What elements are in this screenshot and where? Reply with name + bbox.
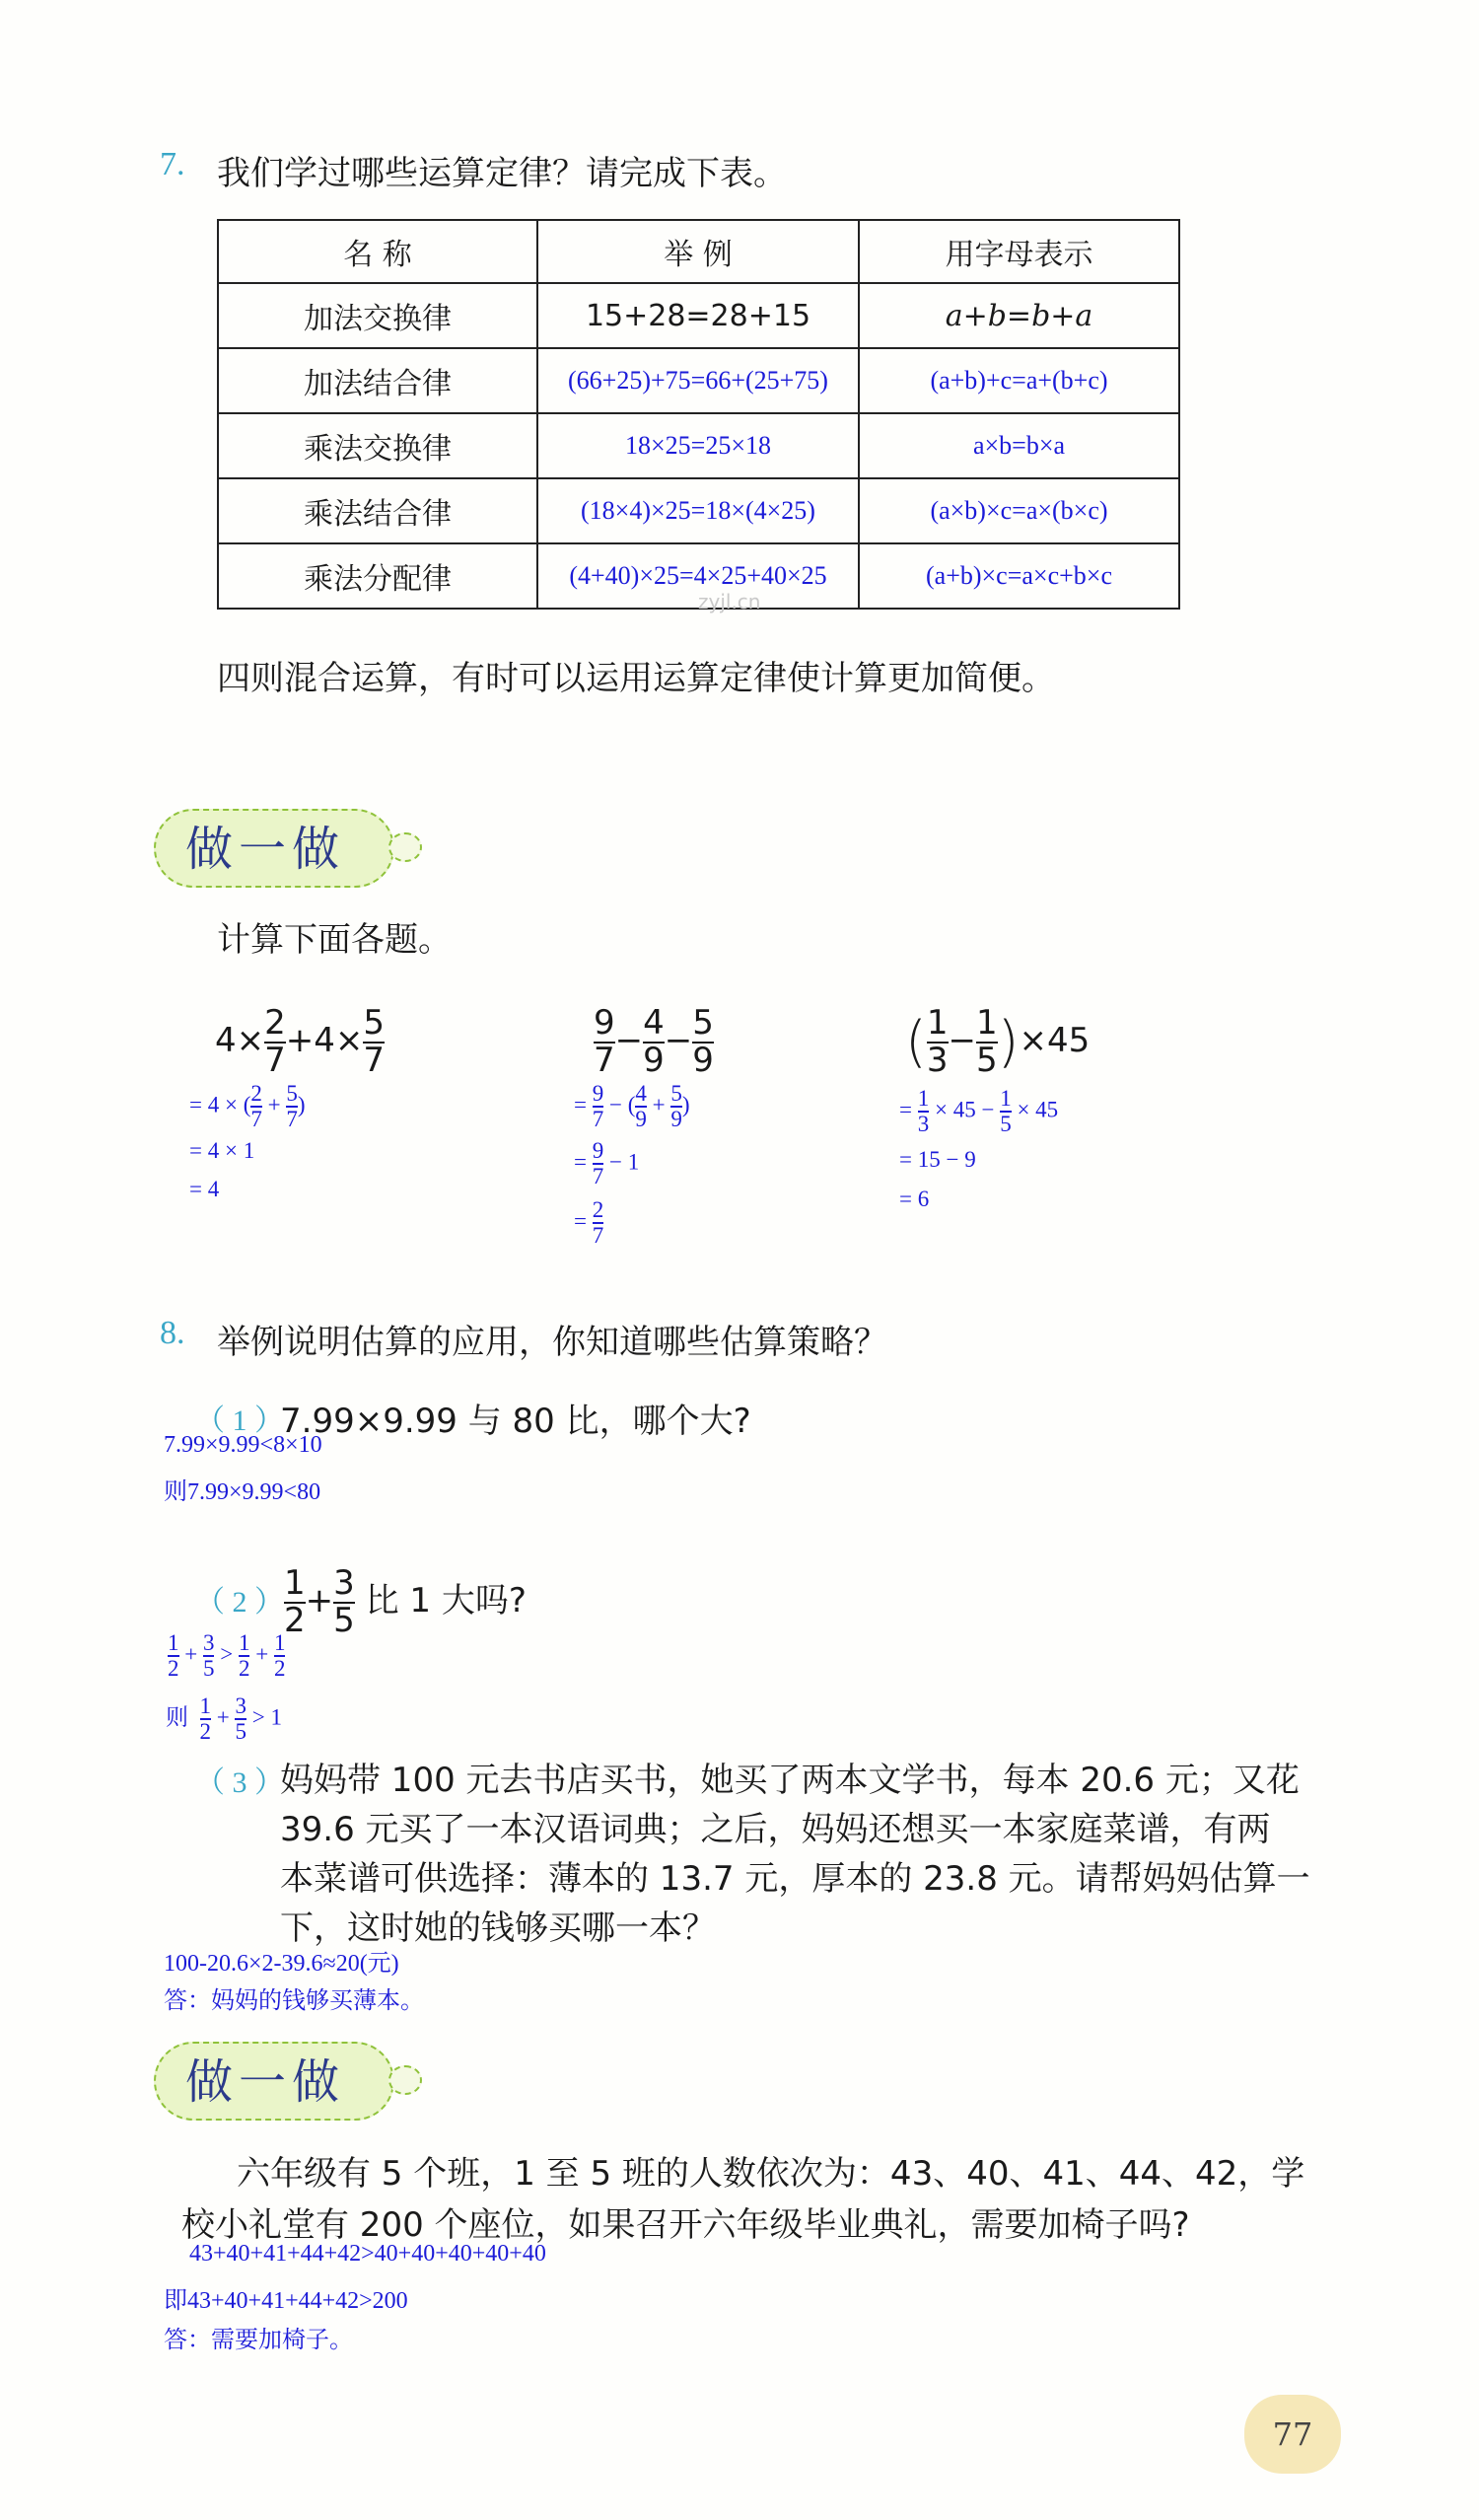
denominator: 3 [926,1040,949,1080]
badge-tail [388,2065,422,2095]
sub3-line: 39.6 元买了一本汉语词典；之后，妈妈还想买一本家庭菜谱，有两 [280,1810,1271,1849]
fraction [1000,1087,1012,1136]
sub1-answer-1: 7.99×9.99<8×10 [164,1432,322,1458]
badge-label: 做一做 [185,2054,346,2110]
fraction [926,1003,949,1080]
fraction [593,1139,604,1188]
law-letters: (a+b)×c=a×c+b×c [859,543,1179,609]
numerator: 9 [594,1003,615,1043]
denominator: 2 [168,1656,179,1682]
denominator: 2 [273,1656,286,1682]
denominator: 2 [284,1600,306,1640]
numerator: 1 [976,1003,998,1043]
denominator: 7 [592,1223,604,1249]
fraction [264,1003,286,1080]
p1-step-3: = 4 [189,1177,220,1201]
step-text: + [652,1092,666,1117]
q7-title: 我们学过哪些运算定律？请完成下表。 [217,154,787,193]
fraction [670,1082,682,1131]
operator: − [614,1021,644,1061]
numerator: 2 [264,1003,286,1043]
operator: + [255,1641,269,1667]
denominator: 3 [917,1112,930,1137]
operator: + [305,1581,334,1621]
sub3-line: 下，这时她的钱够买哪一本？ [280,1908,716,1948]
fraction [203,1631,215,1681]
fraction [363,1003,386,1080]
law-letters: a+b=b+a [859,283,1179,348]
header-name: 名 称 [218,220,537,283]
law-name: 加法交换律 [218,283,537,348]
numerator: 3 [333,1563,355,1603]
table-header-row [218,220,1179,283]
table-row [218,348,1179,413]
step-text: = [574,1092,587,1117]
header-example: 举 例 [537,220,859,283]
law-example: (66+25)+75=66+(25+75) [537,348,859,413]
step-text: = 4 × ( [189,1092,251,1117]
p2-step-3 [574,1198,603,1248]
p3-step-1 [899,1087,1058,1136]
numerator: 3 [235,1693,246,1718]
table-row [218,413,1179,478]
sub1-label: （ 1 ） [195,1404,284,1437]
q8-number: 8. [160,1315,185,1351]
calc-instruction: 计算下面各题。 [217,920,452,960]
q8-title: 举例说明估算的应用，你知道哪些估算策略？ [217,1323,887,1362]
sub2-label: （ 2 ） [195,1586,284,1620]
operator: + [216,1704,230,1730]
denominator: 9 [692,1040,714,1080]
numerator: 1 [273,1630,286,1655]
q7-number: 7. [160,146,185,182]
denominator: 7 [250,1107,262,1132]
numerator: 1 [238,1630,250,1655]
sub2-answer-1 [168,1631,285,1681]
fraction [976,1003,998,1080]
step-text: − 1 [608,1149,640,1175]
fraction [284,1563,306,1640]
denominator: 9 [670,1107,682,1132]
zuo2-answer-1: 43+40+41+44+42>40+40+40+40+40 [189,2241,546,2267]
fraction [333,1563,355,1640]
p2-step-1 [574,1082,690,1131]
sub3-line: 本菜谱可供选择：薄本的 13.7 元，厚本的 23.8 元。请帮妈妈估算一 [280,1859,1310,1899]
law-letters: a×b=b×a [859,413,1179,478]
numerator: 5 [692,1003,714,1043]
operator: > [220,1641,234,1667]
law-letters: (a×b)×c=a×(b×c) [859,478,1179,543]
fraction [235,1694,246,1744]
p3-step-2: = 15 − 9 [899,1147,976,1172]
fraction [250,1082,262,1131]
badge-label: 做一做 [185,822,346,877]
step-text: = [899,1097,912,1122]
numerator: 1 [168,1630,179,1655]
sub1-text: 7.99×9.99 与 80 比，哪个大? [280,1402,751,1441]
denominator: 5 [1000,1112,1012,1137]
numerator: 1 [1000,1086,1012,1111]
law-example: 18×25=25×18 [537,413,859,478]
denominator: 7 [592,1164,604,1189]
denominator: 2 [238,1656,250,1682]
law-letters: (a+b)+c=a+(b+c) [859,348,1179,413]
paren-open: ( [905,1010,927,1075]
numerator: 5 [363,1003,386,1043]
p1-step-1 [189,1082,306,1131]
denominator: 5 [976,1040,998,1080]
numerator: 2 [250,1081,262,1106]
numerator: 2 [592,1197,604,1222]
numerator: 9 [592,1081,604,1106]
zuo-yi-zuo-badge [146,2030,427,2128]
zuo2-line: 校小礼堂有 200 个座位，如果召开六年级毕业典礼，需要加椅子吗? [181,2205,1190,2245]
fraction [918,1087,930,1136]
zuo2-answer-3: 答：需要加椅子。 [164,2328,353,2353]
p3-tail: ×45 [1019,1021,1091,1061]
operator: − [664,1021,693,1061]
numerator: 4 [635,1081,647,1106]
problem-1 [215,1003,386,1080]
fraction [594,1003,615,1080]
fraction [274,1631,286,1681]
denominator: 9 [635,1107,647,1132]
sub3-answer-2: 答：妈妈的钱够买薄本。 [164,1988,424,2014]
law-name: 乘法分配律 [218,543,537,609]
denominator: 7 [363,1040,386,1080]
page-number: 77 [1244,2395,1341,2474]
step-text: ) [681,1092,690,1117]
p3-step-3: = 6 [899,1187,930,1211]
table-row [218,478,1179,543]
step-text: ) [297,1092,306,1117]
fraction [200,1694,212,1744]
p1-term-a: 4× [215,1021,265,1061]
denominator: 2 [199,1719,211,1745]
law-example: (4+40)×25=4×25+40×25 [537,543,859,609]
numerator: 4 [643,1003,665,1043]
zuo2-line: 六年级有 5 个班，1 至 5 班的人数依次为：43、40、41、44、42，学 [237,2154,1305,2194]
step-text: = [574,1149,587,1175]
step-text: × 45 [1017,1097,1059,1122]
law-example: 15+28=28+15 [537,283,859,348]
step-text: × 45 − [934,1097,995,1122]
q7-note: 四则混合运算，有时可以运用运算定律使计算更加简便。 [217,659,1055,698]
paren-close: ) [997,1010,1020,1075]
sub1-answer-2: 则7.99×9.99<80 [164,1479,321,1505]
numerator: 9 [592,1138,604,1163]
fraction [692,1003,714,1080]
fraction [593,1198,604,1248]
fraction [643,1003,665,1080]
numerator: 1 [917,1086,930,1111]
numerator: 1 [926,1003,949,1043]
fraction [239,1631,250,1681]
denominator: 5 [202,1656,215,1682]
zuo2-question [181,2148,1305,2251]
sub3-line: 妈妈带 100 元去书店买书，她买了两本文学书，每本 20.6 元；又花 [280,1761,1300,1800]
problem-2 [594,1003,714,1080]
p2-step-2 [574,1139,639,1188]
sub2-question [195,1563,527,1640]
operator: + [184,1641,198,1667]
sub2-answer-2 [166,1694,282,1744]
zuo-yi-zuo-badge [146,797,427,896]
denominator: 5 [333,1600,355,1640]
fraction [286,1082,298,1131]
denominator: 9 [643,1040,665,1080]
law-example: (18×4)×25=18×(4×25) [537,478,859,543]
law-name: 乘法结合律 [218,478,537,543]
numerator: 3 [202,1630,215,1655]
table-row [218,283,1179,348]
badge-tail [388,832,422,862]
watermark: zyjl.cn [698,590,761,613]
step-text: + [267,1092,281,1117]
denominator: 7 [592,1107,604,1132]
operator: − [948,1021,976,1061]
p1-step-2: = 4 × 1 [189,1138,255,1163]
numerator: 1 [284,1563,306,1603]
fraction [635,1082,647,1131]
p1-term-b: +4× [285,1021,364,1061]
denominator: 7 [286,1107,298,1132]
denominator: 5 [235,1719,246,1745]
numerator: 5 [670,1081,682,1106]
sub2-text: 比 1 大吗? [365,1581,527,1621]
zuo2-answer-2: 即43+40+41+44+42>200 [164,2288,408,2314]
step-text: 则 [166,1704,188,1730]
step-text: > 1 [251,1704,282,1730]
problem-3 [905,1003,1091,1080]
step-text: = [574,1208,587,1234]
denominator: 7 [264,1040,286,1080]
laws-table [217,219,1180,610]
numerator: 1 [199,1693,211,1718]
fraction [593,1082,604,1131]
sub3-answer-1: 100-20.6×2-39.6≈20(元) [164,1951,399,1977]
sub3-text [280,1756,1310,1953]
numerator: 5 [286,1081,298,1106]
step-text: − ( [608,1092,636,1117]
law-name: 乘法交换律 [218,413,537,478]
header-letters: 用字母表示 [859,220,1179,283]
sub3-label: （ 3 ） [195,1766,284,1799]
denominator: 7 [594,1040,615,1080]
law-name: 加法结合律 [218,348,537,413]
fraction [168,1631,179,1681]
